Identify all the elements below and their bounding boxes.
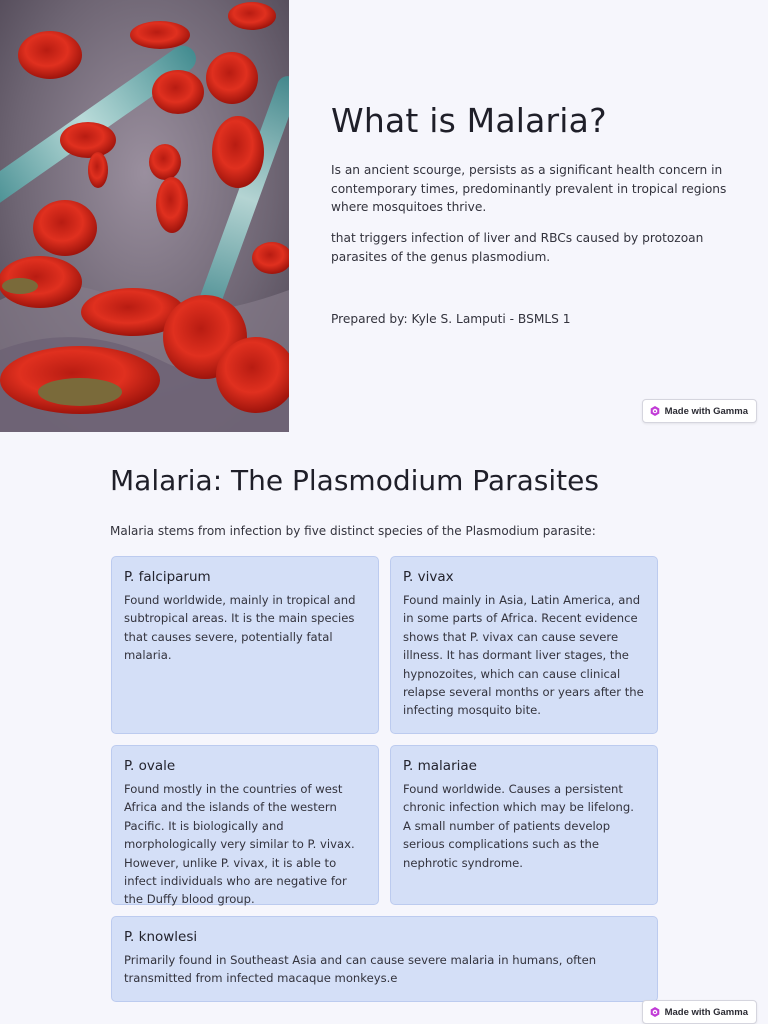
- title-slide: [0, 0, 768, 432]
- intro-paragraph: Is an ancient scourge, persists as a significant health concern in contemporary times, predominantly prevalent in tropical regions where mosquitoes thrive.: [331, 163, 727, 214]
- card-title: P. knowlesi: [124, 929, 198, 945]
- species-card-vivax: [390, 556, 658, 734]
- definition-paragraph: that triggers infection of liver and RBCs caused by protozoan parasites of the genus plasmodium.: [331, 231, 704, 264]
- card-text: Primarily found in Southeast Asia and can cause severe malaria in humans, often transmitted from infected macaque monkeys.e: [124, 953, 597, 986]
- section-intro: Malaria stems from infection by five distinct species of the Plasmodium parasite:: [110, 524, 596, 538]
- hero-image: [0, 0, 289, 432]
- made-with-gamma-badge[interactable]: [642, 1000, 757, 1024]
- card-title: P. malariae: [403, 758, 477, 774]
- parasites-slide: [0, 432, 768, 1024]
- gamma-logo-icon: [650, 406, 660, 416]
- species-card-malariae: [390, 745, 658, 905]
- section-title: Malaria: The Plasmodium Parasites: [110, 464, 599, 497]
- made-with-gamma-badge[interactable]: [642, 399, 757, 423]
- gamma-logo-icon: [650, 1007, 660, 1017]
- badge-label: Made with Gamma: [664, 1006, 748, 1018]
- card-title: P. vivax: [403, 569, 454, 585]
- card-text: Found worldwide. Causes a persistent chronic infection which may be lifelong. A small number of patients develop serious complications such as the nephrotic syndrome.: [403, 782, 634, 870]
- card-text: Found worldwide, mainly in tropical and subtropical areas. It is the main species that causes severe, potentially fatal malaria.: [124, 593, 356, 663]
- card-text: Found mainly in Asia, Latin America, and in some parts of Africa. Recent evidence shows that P. vivax can cause severe illness. It has dormant liver stages, the hypnozoites, which can cause clinical relapse several months or years after the infecting mosquito bite.: [403, 593, 644, 718]
- blood-cells-illustration-icon: [0, 0, 289, 432]
- card-title: P. falciparum: [124, 569, 211, 585]
- page-title: What is Malaria?: [331, 101, 607, 140]
- card-title: P. ovale: [124, 758, 176, 774]
- species-card-ovale: [111, 745, 379, 905]
- author-credit: Prepared by: Kyle S. Lamputi - BSMLS 1: [331, 312, 571, 326]
- card-text: Found mostly in the countries of west Africa and the islands of the western Pacific. It is biologically and morphologically very similar to P. vivax. However, unlike P. vivax, it is able to infect individuals who are negative for the Duffy blood group.: [124, 782, 355, 907]
- species-card-falciparum: [111, 556, 379, 734]
- badge-label: Made with Gamma: [664, 405, 748, 417]
- species-card-knowlesi: [111, 916, 658, 1002]
